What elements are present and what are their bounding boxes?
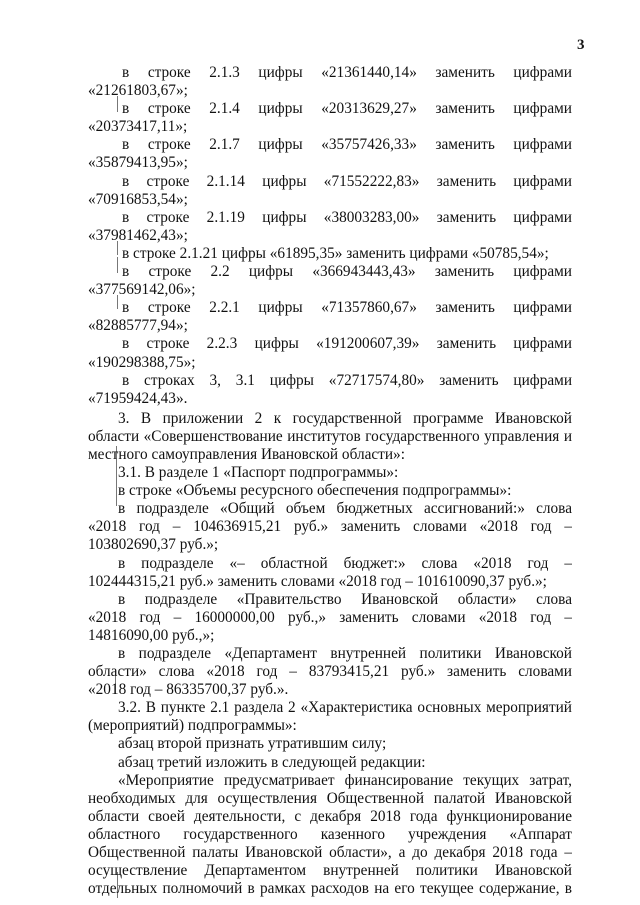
text-line: области» слова «2018 год – 83793415,21 руб.» заменить словами (88, 663, 572, 681)
text-line: 3. В приложении 2 к государственной программе Ивановской (118, 409, 572, 427)
text-line: в строке 2.1.7 цифры «35757426,33» заменить цифрами (122, 136, 572, 154)
text-line: в строке «Объемы ресурсного обеспечения подпрограммы»: (118, 482, 512, 500)
text-line: в строках 3, 3.1 цифры «72717574,80» заменить цифрами (122, 371, 572, 389)
text-line: области своей деятельности, с декабря 2018 года функционирование (88, 807, 572, 825)
text-line: «35879413,95»; (88, 154, 188, 172)
text-line: Общественной палаты Ивановской области», а до декабря 2018 года – (88, 844, 572, 862)
text-line: в строке 2.2.1 цифры «71357860,67» заменить цифрами (122, 299, 572, 317)
text-line: в подразделе «Правительство Ивановской области» слова (118, 590, 572, 608)
text-line: местного самоуправления Ивановской области»: (88, 445, 405, 463)
text-line: «70916853,54»; (88, 190, 188, 208)
text-line: в подразделе «Департамент внутренней политики Ивановской (118, 645, 572, 662)
text-line: в строке 2.2.3 цифры «191200607,39» заменить цифрами (122, 335, 572, 353)
text-line: «Мероприятие предусматривает финансирование текущих затрат, (118, 771, 572, 789)
text-line: необходимых для осуществления Общественной палатой Ивановской (88, 789, 572, 807)
text-line: «190298388,75»; (88, 353, 196, 371)
text-line: 103802690,37 руб.»; (88, 536, 219, 554)
text-line: в строке 2.1.19 цифры «38003283,00» заменить цифрами (122, 208, 572, 226)
text-line: 14816090,00 руб.,»; (88, 626, 215, 644)
text-line: «20373417,11»; (88, 118, 188, 136)
text-line: в строке 2.2 цифры «366943443,43» заменить цифрами (122, 263, 572, 281)
text-line: «2018 год – 86335700,37 руб.». (88, 681, 289, 699)
text-line: «2018 год – 16000000,00 руб.,» заменить словами «2018 год – (88, 608, 572, 626)
text-line: в строке 2.1.21 цифры «61895,35» заменить цифрами «50785,54»; (122, 244, 549, 262)
text-line: «21261803,67»; (88, 82, 188, 100)
document-body (88, 64, 572, 898)
text-line: области «Совершенствование институтов государственного управления и (88, 427, 572, 445)
text-line: отдельных полномочий в рамках расходов на его текущее содержание, в (88, 880, 572, 898)
text-line: в подразделе «– областной бюджет:» слова «2018 год – (118, 554, 572, 572)
text-line: (мероприятий) подпрограммы»: (88, 717, 297, 735)
text-line: «377569142,06»; (88, 281, 196, 299)
text-line: в строке 2.1.3 цифры «21361440,14» заменить цифрами (122, 64, 572, 81)
text-line: областного государственного казенного учреждения «Аппарат (88, 825, 572, 843)
text-line: 3.1. В разделе 1 «Паспорт подпрограммы»: (118, 464, 399, 482)
text-line: в подразделе «Общий объем бюджетных ассигнований:» слова (118, 500, 572, 518)
text-line: 3.2. В пункте 2.1 раздела 2 «Характеристика основных мероприятий (118, 699, 572, 717)
text-line: «71959424,43». (88, 389, 188, 407)
text-line: «82885777,94»; (88, 317, 188, 335)
text-line: абзац третий изложить в следующей редакции: (118, 753, 426, 771)
text-line: осуществление Департаментом внутренней политики Ивановской (88, 862, 572, 880)
text-line: 102444315,21 руб.» заменить словами «2018 год – 101610090,37 руб.»; (88, 572, 547, 590)
page-number: 3 (577, 37, 585, 53)
text-line: в строке 2.1.4 цифры «20313629,27» заменить цифрами (122, 100, 572, 118)
text-line: в строке 2.1.14 цифры «71552222,83» заменить цифрами (122, 172, 572, 190)
text-line: «2018 год – 104636915,21 руб.» заменить словами «2018 год – (88, 518, 572, 536)
text-line: абзац второй признать утратившим силу; (118, 735, 387, 753)
text-line: «37981462,43»; (88, 226, 188, 244)
